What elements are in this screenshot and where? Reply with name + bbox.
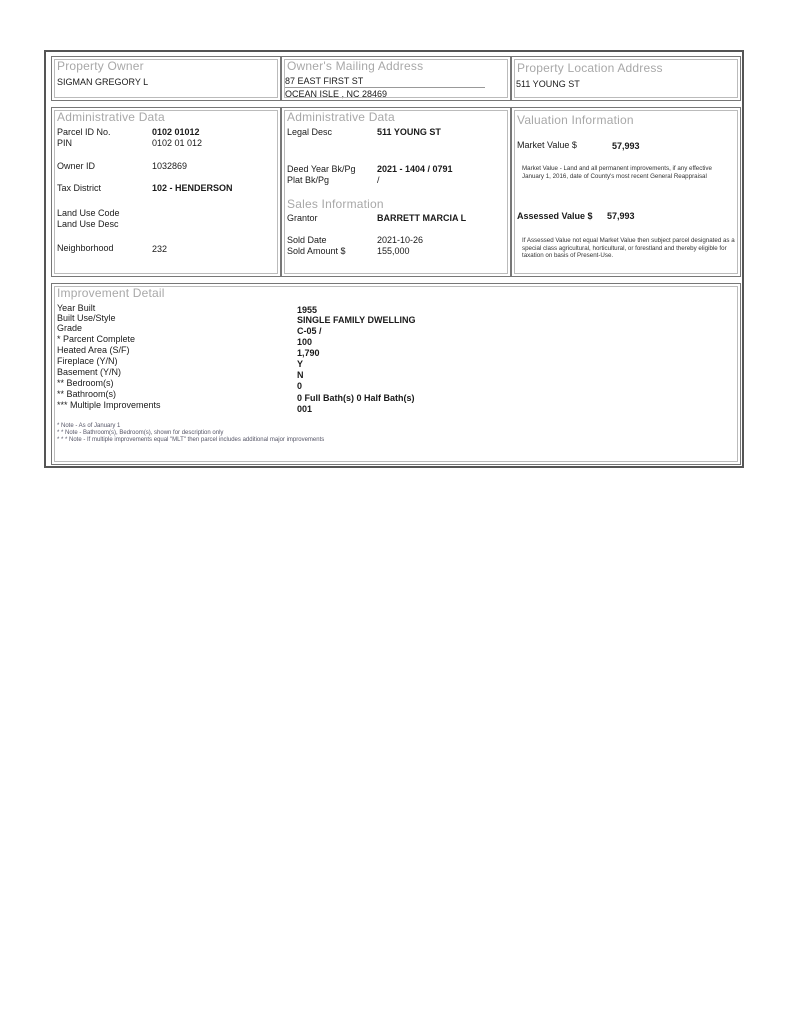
market-value-label: Market Value $ bbox=[517, 140, 577, 150]
deed-value: 2021 - 1404 / 0791 bbox=[377, 164, 453, 174]
mailing-address-header: Owner's Mailing Address bbox=[287, 59, 424, 73]
admin-data-mid-header: Administrative Data bbox=[287, 110, 395, 124]
grantor-label: Grantor bbox=[287, 213, 318, 223]
improvement-label: * Parcent Complete bbox=[57, 334, 136, 344]
land-use-desc-label: Land Use Desc bbox=[57, 219, 119, 229]
location-address-box bbox=[511, 56, 741, 101]
sales-info-header: Sales Information bbox=[287, 197, 384, 211]
neighborhood-label: Neighborhood bbox=[57, 243, 114, 253]
improvement-value: 1955 bbox=[297, 305, 318, 315]
improvement-label: Grade bbox=[57, 323, 83, 333]
tax-district-label: Tax District bbox=[57, 183, 102, 193]
improvement-value: 001 bbox=[297, 404, 313, 414]
parcel-id-label: Parcel ID No. bbox=[57, 127, 111, 137]
footnote: * * * Note - If multiple improvements equal "MLT" then parcel includes additional major improvements bbox=[57, 437, 325, 443]
property-owner-header: Property Owner bbox=[57, 59, 144, 73]
location-address-header: Property Location Address bbox=[517, 61, 663, 75]
legal-desc-label: Legal Desc bbox=[287, 127, 333, 137]
improvement-value: N bbox=[297, 370, 304, 380]
owner-id-value: 1032869 bbox=[152, 161, 188, 171]
plat-label: Plat Bk/Pg bbox=[287, 175, 330, 185]
improvement-label: ** Bathroom(s) bbox=[57, 389, 117, 399]
improvement-value: Y bbox=[297, 359, 304, 369]
improvement-label: Built Use/Style bbox=[57, 313, 116, 323]
grantor-value: BARRETT MARCIA L bbox=[377, 213, 467, 223]
parcel-id-value: 0102 01012 bbox=[152, 127, 200, 137]
admin-data-left-box bbox=[51, 107, 281, 277]
assessed-value-label: Assessed Value $ bbox=[517, 211, 593, 221]
legal-desc-value: 511 YOUNG ST bbox=[377, 127, 441, 137]
owner-name: SIGMAN GREGORY L bbox=[57, 77, 149, 87]
improvement-label: *** Multiple Improvements bbox=[57, 400, 161, 410]
assessed-value-note: If Assessed Value not equal Market Value then subject parcel designated as a special class agricultural, horticultural, or forestland and thereby eligible for taxation on basis of Present-Use. bbox=[522, 237, 735, 259]
improvement-value: SINGLE FAMILY DWELLING bbox=[297, 315, 416, 325]
market-value: 57,993 bbox=[612, 141, 640, 151]
improvement-detail-box bbox=[51, 283, 741, 465]
sold-date-value: 2021-10-26 bbox=[377, 235, 424, 245]
improvement-label: Heated Area (S/F) bbox=[57, 345, 130, 355]
property-owner-box bbox=[51, 56, 281, 101]
improvement-value: 1,790 bbox=[297, 348, 320, 358]
admin-data-mid-box bbox=[281, 107, 511, 277]
improvement-value: C-05 / bbox=[297, 326, 322, 336]
admin-data-left-header: Administrative Data bbox=[57, 110, 165, 124]
pin-label: PIN bbox=[57, 138, 73, 148]
market-value-note: Market Value - Land and all permanent improvements, if any effective January 1, 2016, date of County's most recent General Reappraisal bbox=[522, 165, 712, 180]
sold-amount-value: 155,000 bbox=[377, 246, 410, 256]
valuation-header: Valuation Information bbox=[517, 113, 634, 127]
improvement-label: Year Built bbox=[57, 303, 96, 313]
land-use-code-label: Land Use Code bbox=[57, 208, 120, 218]
improvement-label: Fireplace (Y/N) bbox=[57, 356, 118, 366]
owner-id-label: Owner ID bbox=[57, 161, 96, 171]
valuation-box bbox=[511, 107, 741, 277]
improvement-value: 100 bbox=[297, 337, 313, 347]
mailing-address-line1: 87 EAST FIRST ST bbox=[285, 76, 364, 86]
mailing-address-line2: OCEAN ISLE , NC 28469 bbox=[285, 89, 388, 99]
sold-amount-label: Sold Amount $ bbox=[287, 246, 346, 256]
improvement-value: 0 bbox=[297, 381, 303, 391]
footnote: * Note - As of January 1 bbox=[57, 423, 121, 429]
improvement-value: 0 Full Bath(s) 0 Half Bath(s) bbox=[297, 393, 415, 403]
tax-district-value: 102 - HENDERSON bbox=[152, 183, 233, 193]
pin-value: 0102 01 012 bbox=[152, 138, 203, 148]
improvement-detail-header: Improvement Detail bbox=[57, 286, 165, 300]
neighborhood-value: 232 bbox=[152, 244, 168, 254]
plat-value: / bbox=[377, 175, 380, 185]
property-record-card bbox=[44, 50, 744, 468]
mailing-address-divider bbox=[285, 87, 485, 88]
deed-label: Deed Year Bk/Pg bbox=[287, 164, 356, 174]
footnote: * * Note - Bathroom(s), Bedroom(s), shown for description only bbox=[57, 430, 224, 436]
improvement-label: ** Bedroom(s) bbox=[57, 378, 114, 388]
location-address: 511 YOUNG ST bbox=[516, 79, 580, 89]
sold-date-label: Sold Date bbox=[287, 235, 327, 245]
assessed-value: 57,993 bbox=[607, 211, 635, 221]
improvement-label: Basement (Y/N) bbox=[57, 367, 122, 377]
mailing-address-box bbox=[281, 56, 511, 101]
